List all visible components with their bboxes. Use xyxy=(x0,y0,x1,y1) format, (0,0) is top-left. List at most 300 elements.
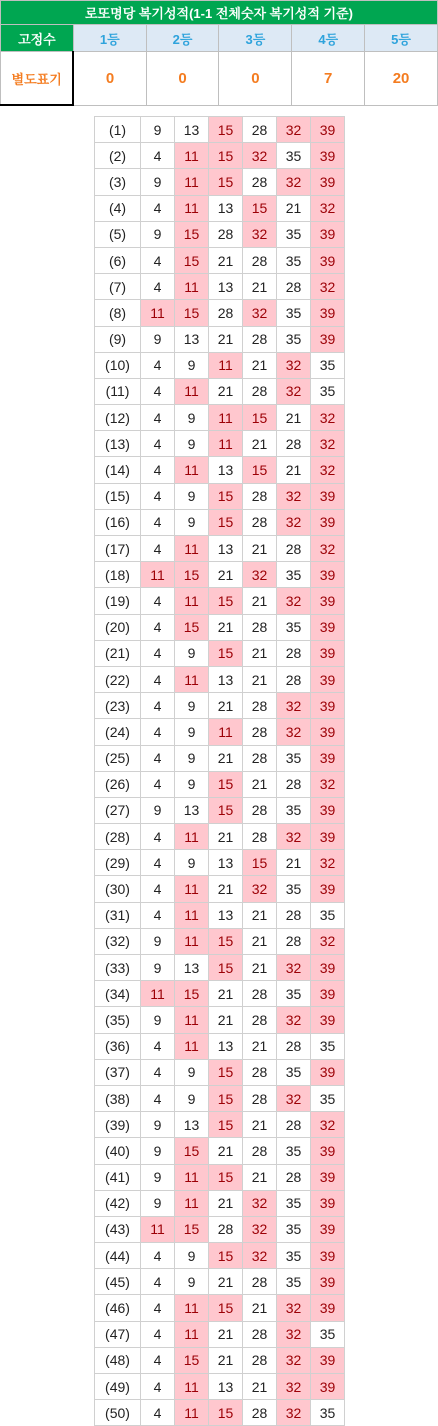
matched-number-cell: 32 xyxy=(243,1243,277,1269)
table-row xyxy=(95,1295,345,1321)
matched-number-cell: 15 xyxy=(209,1085,243,1111)
row-index: (14) xyxy=(95,457,141,483)
number-cell: 35 xyxy=(277,1243,311,1269)
row-index: (15) xyxy=(95,483,141,509)
matched-number-cell: 15 xyxy=(209,640,243,666)
row-index: (34) xyxy=(95,981,141,1007)
table-row xyxy=(95,745,345,771)
matched-number-cell: 32 xyxy=(277,1400,311,1426)
number-cell: 9 xyxy=(175,693,209,719)
number-cell: 13 xyxy=(209,666,243,692)
number-cell: 4 xyxy=(141,1085,175,1111)
row-index: (10) xyxy=(95,352,141,378)
matched-number-cell: 32 xyxy=(311,274,345,300)
matched-number-cell: 11 xyxy=(175,195,209,221)
summary-title: 로또명당 복기성적(1-1 전체숫자 복기성적 기준) xyxy=(1,1,438,25)
matched-number-cell: 11 xyxy=(209,405,243,431)
number-cell: 4 xyxy=(141,902,175,928)
number-cell: 9 xyxy=(175,483,209,509)
number-cell: 21 xyxy=(209,824,243,850)
number-cell: 28 xyxy=(243,1321,277,1347)
row-index: (9) xyxy=(95,326,141,352)
matched-number-cell: 11 xyxy=(175,143,209,169)
matched-number-cell: 39 xyxy=(311,588,345,614)
row-index: (26) xyxy=(95,771,141,797)
table-row xyxy=(95,955,345,981)
number-cell: 21 xyxy=(209,693,243,719)
number-cell: 4 xyxy=(141,1269,175,1295)
number-cell: 21 xyxy=(209,1190,243,1216)
row-index: (41) xyxy=(95,1164,141,1190)
matched-number-cell: 39 xyxy=(311,1164,345,1190)
rank-1-header: 1등 xyxy=(73,25,146,52)
row-index: (44) xyxy=(95,1243,141,1269)
table-row xyxy=(95,640,345,666)
matched-number-cell: 39 xyxy=(311,614,345,640)
table-row xyxy=(95,719,345,745)
number-cell: 28 xyxy=(243,614,277,640)
matched-number-cell: 32 xyxy=(311,405,345,431)
table-row xyxy=(95,1321,345,1347)
number-cell: 9 xyxy=(175,1085,209,1111)
matched-number-cell: 11 xyxy=(209,431,243,457)
number-cell: 35 xyxy=(311,902,345,928)
number-cell: 9 xyxy=(175,719,209,745)
number-cell: 4 xyxy=(141,1033,175,1059)
table-row xyxy=(95,1112,345,1138)
number-cell: 35 xyxy=(277,981,311,1007)
number-cell: 28 xyxy=(277,666,311,692)
number-cell: 9 xyxy=(175,431,209,457)
matched-number-cell: 39 xyxy=(311,824,345,850)
number-cell: 4 xyxy=(141,378,175,404)
number-cell: 9 xyxy=(141,326,175,352)
row-index: (17) xyxy=(95,536,141,562)
row-index: (4) xyxy=(95,195,141,221)
matched-number-cell: 11 xyxy=(141,562,175,588)
number-cell: 21 xyxy=(209,876,243,902)
number-cell: 4 xyxy=(141,274,175,300)
number-cell: 21 xyxy=(243,352,277,378)
row-index: (11) xyxy=(95,378,141,404)
table-row xyxy=(95,1216,345,1242)
table-row xyxy=(95,876,345,902)
number-cell: 4 xyxy=(141,1347,175,1373)
matched-number-cell: 39 xyxy=(311,666,345,692)
number-cell: 21 xyxy=(243,902,277,928)
matched-number-cell: 15 xyxy=(175,562,209,588)
matched-number-cell: 32 xyxy=(243,1216,277,1242)
matched-number-cell: 39 xyxy=(311,221,345,247)
number-cell: 28 xyxy=(277,1033,311,1059)
row-index: (19) xyxy=(95,588,141,614)
table-row xyxy=(95,274,345,300)
summary-table xyxy=(0,0,438,106)
number-cell: 28 xyxy=(243,117,277,143)
matched-number-cell: 11 xyxy=(175,666,209,692)
number-cell: 4 xyxy=(141,483,175,509)
number-cell: 9 xyxy=(175,745,209,771)
number-cell: 28 xyxy=(209,221,243,247)
matched-number-cell: 39 xyxy=(311,1374,345,1400)
matched-number-cell: 39 xyxy=(311,326,345,352)
number-cell: 9 xyxy=(175,352,209,378)
row-index: (48) xyxy=(95,1347,141,1373)
row-index: (49) xyxy=(95,1374,141,1400)
number-cell: 28 xyxy=(243,1347,277,1373)
matched-number-cell: 39 xyxy=(311,1216,345,1242)
number-cell: 21 xyxy=(209,614,243,640)
matched-number-cell: 15 xyxy=(209,1164,243,1190)
number-cell: 21 xyxy=(209,1007,243,1033)
number-cell: 13 xyxy=(175,797,209,823)
table-row xyxy=(95,1374,345,1400)
number-cell: 4 xyxy=(141,588,175,614)
number-cell: 21 xyxy=(243,536,277,562)
number-cell: 9 xyxy=(175,509,209,535)
row-index: (29) xyxy=(95,850,141,876)
matched-number-cell: 15 xyxy=(209,797,243,823)
matched-number-cell: 11 xyxy=(175,169,209,195)
number-cell: 4 xyxy=(141,1295,175,1321)
table-row xyxy=(95,850,345,876)
matched-number-cell: 15 xyxy=(243,850,277,876)
table-row xyxy=(95,902,345,928)
number-cell: 28 xyxy=(243,745,277,771)
number-cell: 21 xyxy=(209,1138,243,1164)
matched-number-cell: 32 xyxy=(277,1347,311,1373)
matched-number-cell: 15 xyxy=(175,614,209,640)
number-cell: 35 xyxy=(277,247,311,273)
number-cell: 9 xyxy=(141,955,175,981)
number-cell: 28 xyxy=(277,274,311,300)
table-row xyxy=(95,326,345,352)
matched-number-cell: 11 xyxy=(141,1216,175,1242)
matched-number-cell: 11 xyxy=(175,1374,209,1400)
summary-values-row xyxy=(1,52,438,106)
row-index: (20) xyxy=(95,614,141,640)
number-cell: 4 xyxy=(141,536,175,562)
matched-number-cell: 11 xyxy=(175,457,209,483)
number-cell: 28 xyxy=(209,1216,243,1242)
matched-number-cell: 32 xyxy=(277,483,311,509)
number-cell: 21 xyxy=(209,1321,243,1347)
number-cell: 28 xyxy=(243,1138,277,1164)
matched-number-cell: 32 xyxy=(243,300,277,326)
matched-number-cell: 15 xyxy=(209,1400,243,1426)
row-index: (33) xyxy=(95,955,141,981)
matched-number-cell: 32 xyxy=(277,1007,311,1033)
row-index: (42) xyxy=(95,1190,141,1216)
row-index: (30) xyxy=(95,876,141,902)
matched-number-cell: 32 xyxy=(277,824,311,850)
number-cell: 13 xyxy=(175,1112,209,1138)
table-row xyxy=(95,1164,345,1190)
rank-5-header: 5등 xyxy=(365,25,438,52)
number-cell: 13 xyxy=(209,536,243,562)
matched-number-cell: 32 xyxy=(277,352,311,378)
number-cell: 35 xyxy=(311,352,345,378)
number-cell: 9 xyxy=(141,221,175,247)
number-cell: 4 xyxy=(141,352,175,378)
number-cell: 35 xyxy=(277,745,311,771)
matched-number-cell: 15 xyxy=(175,981,209,1007)
matched-number-cell: 15 xyxy=(175,247,209,273)
number-cell: 4 xyxy=(141,666,175,692)
matched-number-cell: 39 xyxy=(311,1347,345,1373)
matched-number-cell: 32 xyxy=(243,1190,277,1216)
table-row xyxy=(95,1269,345,1295)
number-cell: 28 xyxy=(209,300,243,326)
row-index: (6) xyxy=(95,247,141,273)
matched-number-cell: 15 xyxy=(243,195,277,221)
number-cell: 4 xyxy=(141,1321,175,1347)
number-cell: 9 xyxy=(175,771,209,797)
row-index: (43) xyxy=(95,1216,141,1242)
number-cell: 21 xyxy=(243,955,277,981)
number-cell: 4 xyxy=(141,719,175,745)
number-cell: 21 xyxy=(243,666,277,692)
matched-number-cell: 39 xyxy=(311,1295,345,1321)
matched-number-cell: 15 xyxy=(209,1112,243,1138)
number-cell: 9 xyxy=(175,1243,209,1269)
number-cell: 21 xyxy=(209,745,243,771)
row-index: (27) xyxy=(95,797,141,823)
row-index: (3) xyxy=(95,169,141,195)
row-index: (7) xyxy=(95,274,141,300)
matched-number-cell: 32 xyxy=(277,955,311,981)
number-cell: 28 xyxy=(243,1400,277,1426)
number-cell: 13 xyxy=(209,274,243,300)
rank-3-count: 0 xyxy=(219,52,292,106)
number-cell: 28 xyxy=(243,797,277,823)
matched-number-cell: 39 xyxy=(311,981,345,1007)
matched-number-cell: 11 xyxy=(175,902,209,928)
row-index: (23) xyxy=(95,693,141,719)
matched-number-cell: 15 xyxy=(209,928,243,954)
number-cell: 4 xyxy=(141,1374,175,1400)
row-index: (22) xyxy=(95,666,141,692)
table-row xyxy=(95,1059,345,1085)
matched-number-cell: 32 xyxy=(311,928,345,954)
table-row xyxy=(95,195,345,221)
number-cell: 9 xyxy=(175,1059,209,1085)
number-cell: 4 xyxy=(141,876,175,902)
number-cell: 28 xyxy=(277,928,311,954)
number-cell: 13 xyxy=(175,117,209,143)
matched-number-cell: 11 xyxy=(175,1295,209,1321)
rank-2-header: 2등 xyxy=(146,25,219,52)
number-cell: 21 xyxy=(277,457,311,483)
table-row xyxy=(95,1190,345,1216)
matched-number-cell: 11 xyxy=(175,588,209,614)
rank-2-count: 0 xyxy=(146,52,219,106)
matched-number-cell: 11 xyxy=(209,352,243,378)
number-cell: 35 xyxy=(311,1085,345,1111)
summary-header-row xyxy=(1,25,438,52)
number-cell: 35 xyxy=(277,143,311,169)
matched-number-cell: 32 xyxy=(277,378,311,404)
number-cell: 9 xyxy=(141,1190,175,1216)
matched-number-cell: 11 xyxy=(175,274,209,300)
number-cell: 4 xyxy=(141,247,175,273)
number-cell: 9 xyxy=(175,850,209,876)
number-cell: 35 xyxy=(277,326,311,352)
matched-number-cell: 15 xyxy=(175,300,209,326)
row-index: (40) xyxy=(95,1138,141,1164)
matched-number-cell: 15 xyxy=(209,588,243,614)
matched-number-cell: 15 xyxy=(209,955,243,981)
number-cell: 4 xyxy=(141,693,175,719)
matched-number-cell: 32 xyxy=(277,1321,311,1347)
number-cell: 21 xyxy=(243,588,277,614)
matched-number-cell: 15 xyxy=(243,457,277,483)
rank-4-count: 7 xyxy=(292,52,365,106)
matched-number-cell: 39 xyxy=(311,509,345,535)
matched-number-cell: 11 xyxy=(175,824,209,850)
matched-number-cell: 15 xyxy=(175,1216,209,1242)
matched-number-cell: 39 xyxy=(311,169,345,195)
number-cell: 28 xyxy=(277,1164,311,1190)
number-cell: 35 xyxy=(277,1190,311,1216)
table-row xyxy=(95,1243,345,1269)
matched-number-cell: 32 xyxy=(277,509,311,535)
number-cell: 35 xyxy=(277,614,311,640)
matched-number-cell: 39 xyxy=(311,1243,345,1269)
number-cell: 9 xyxy=(141,117,175,143)
matched-number-cell: 11 xyxy=(175,1007,209,1033)
number-cell: 4 xyxy=(141,431,175,457)
table-row xyxy=(95,797,345,823)
number-cell: 28 xyxy=(243,719,277,745)
table-row xyxy=(95,1347,345,1373)
number-cell: 4 xyxy=(141,195,175,221)
number-cell: 21 xyxy=(243,1164,277,1190)
matched-number-cell: 32 xyxy=(277,693,311,719)
table-row xyxy=(95,300,345,326)
number-cell: 35 xyxy=(277,562,311,588)
fixed-label: 고정수 xyxy=(1,25,74,52)
number-cell: 28 xyxy=(243,247,277,273)
number-cell: 28 xyxy=(243,824,277,850)
matched-number-cell: 11 xyxy=(175,1033,209,1059)
matched-number-cell: 11 xyxy=(175,536,209,562)
number-cell: 21 xyxy=(209,1269,243,1295)
number-cell: 9 xyxy=(175,1269,209,1295)
matched-number-cell: 39 xyxy=(311,117,345,143)
row-index: (13) xyxy=(95,431,141,457)
matched-number-cell: 32 xyxy=(311,431,345,457)
matched-number-cell: 39 xyxy=(311,1138,345,1164)
number-cell: 21 xyxy=(243,1295,277,1321)
row-index: (37) xyxy=(95,1059,141,1085)
number-cell: 9 xyxy=(141,1112,175,1138)
matched-number-cell: 39 xyxy=(311,1190,345,1216)
matched-number-cell: 32 xyxy=(277,169,311,195)
number-cell: 28 xyxy=(243,169,277,195)
number-cell: 28 xyxy=(277,431,311,457)
summary-title-row xyxy=(1,1,438,25)
row-index: (25) xyxy=(95,745,141,771)
number-cell: 13 xyxy=(209,457,243,483)
table-row xyxy=(95,1085,345,1111)
matched-number-cell: 11 xyxy=(175,1190,209,1216)
number-cell: 4 xyxy=(141,850,175,876)
matched-number-cell: 11 xyxy=(141,981,175,1007)
table-row xyxy=(95,824,345,850)
number-cell: 9 xyxy=(141,1138,175,1164)
number-cell: 21 xyxy=(209,378,243,404)
matched-number-cell: 32 xyxy=(311,536,345,562)
table-row xyxy=(95,483,345,509)
number-cell: 9 xyxy=(141,1164,175,1190)
matched-number-cell: 39 xyxy=(311,247,345,273)
matched-number-cell: 15 xyxy=(175,221,209,247)
row-index: (16) xyxy=(95,509,141,535)
matched-number-cell: 32 xyxy=(243,876,277,902)
matched-number-cell: 15 xyxy=(209,483,243,509)
number-cell: 4 xyxy=(141,457,175,483)
rank-1-count: 0 xyxy=(73,52,146,106)
number-cell: 35 xyxy=(311,1321,345,1347)
number-cell: 28 xyxy=(243,1007,277,1033)
number-cell: 35 xyxy=(311,1400,345,1426)
matched-number-cell: 32 xyxy=(277,1295,311,1321)
number-cell: 13 xyxy=(209,850,243,876)
rank-5-count: 20 xyxy=(365,52,438,106)
matched-number-cell: 15 xyxy=(209,169,243,195)
number-cell: 35 xyxy=(311,378,345,404)
matched-number-cell: 11 xyxy=(175,1321,209,1347)
matched-number-cell: 15 xyxy=(209,117,243,143)
matched-number-cell: 11 xyxy=(175,1400,209,1426)
row-index: (18) xyxy=(95,562,141,588)
matched-number-cell: 32 xyxy=(277,117,311,143)
number-cell: 21 xyxy=(277,195,311,221)
number-cell: 9 xyxy=(175,640,209,666)
matched-number-cell: 39 xyxy=(311,1269,345,1295)
row-index: (36) xyxy=(95,1033,141,1059)
number-cell: 21 xyxy=(209,562,243,588)
row-index: (5) xyxy=(95,221,141,247)
table-row xyxy=(95,1138,345,1164)
matched-number-cell: 15 xyxy=(175,1347,209,1373)
table-row xyxy=(95,457,345,483)
number-cell: 35 xyxy=(277,1216,311,1242)
matched-number-cell: 39 xyxy=(311,143,345,169)
number-cell: 4 xyxy=(141,1059,175,1085)
table-row xyxy=(95,928,345,954)
row-index: (38) xyxy=(95,1085,141,1111)
number-cell: 4 xyxy=(141,614,175,640)
number-cell: 28 xyxy=(277,902,311,928)
matched-number-cell: 32 xyxy=(311,771,345,797)
number-cell: 28 xyxy=(243,378,277,404)
number-cell: 35 xyxy=(277,1269,311,1295)
number-cell: 4 xyxy=(141,745,175,771)
row-index: (32) xyxy=(95,928,141,954)
grid-body xyxy=(95,117,345,1426)
number-cell: 13 xyxy=(209,902,243,928)
matched-number-cell: 39 xyxy=(311,955,345,981)
number-cell: 4 xyxy=(141,143,175,169)
row-index: (28) xyxy=(95,824,141,850)
number-cell: 28 xyxy=(243,693,277,719)
row-index: (24) xyxy=(95,719,141,745)
number-cell: 28 xyxy=(243,1059,277,1085)
matched-number-cell: 39 xyxy=(311,562,345,588)
number-cell: 4 xyxy=(141,640,175,666)
